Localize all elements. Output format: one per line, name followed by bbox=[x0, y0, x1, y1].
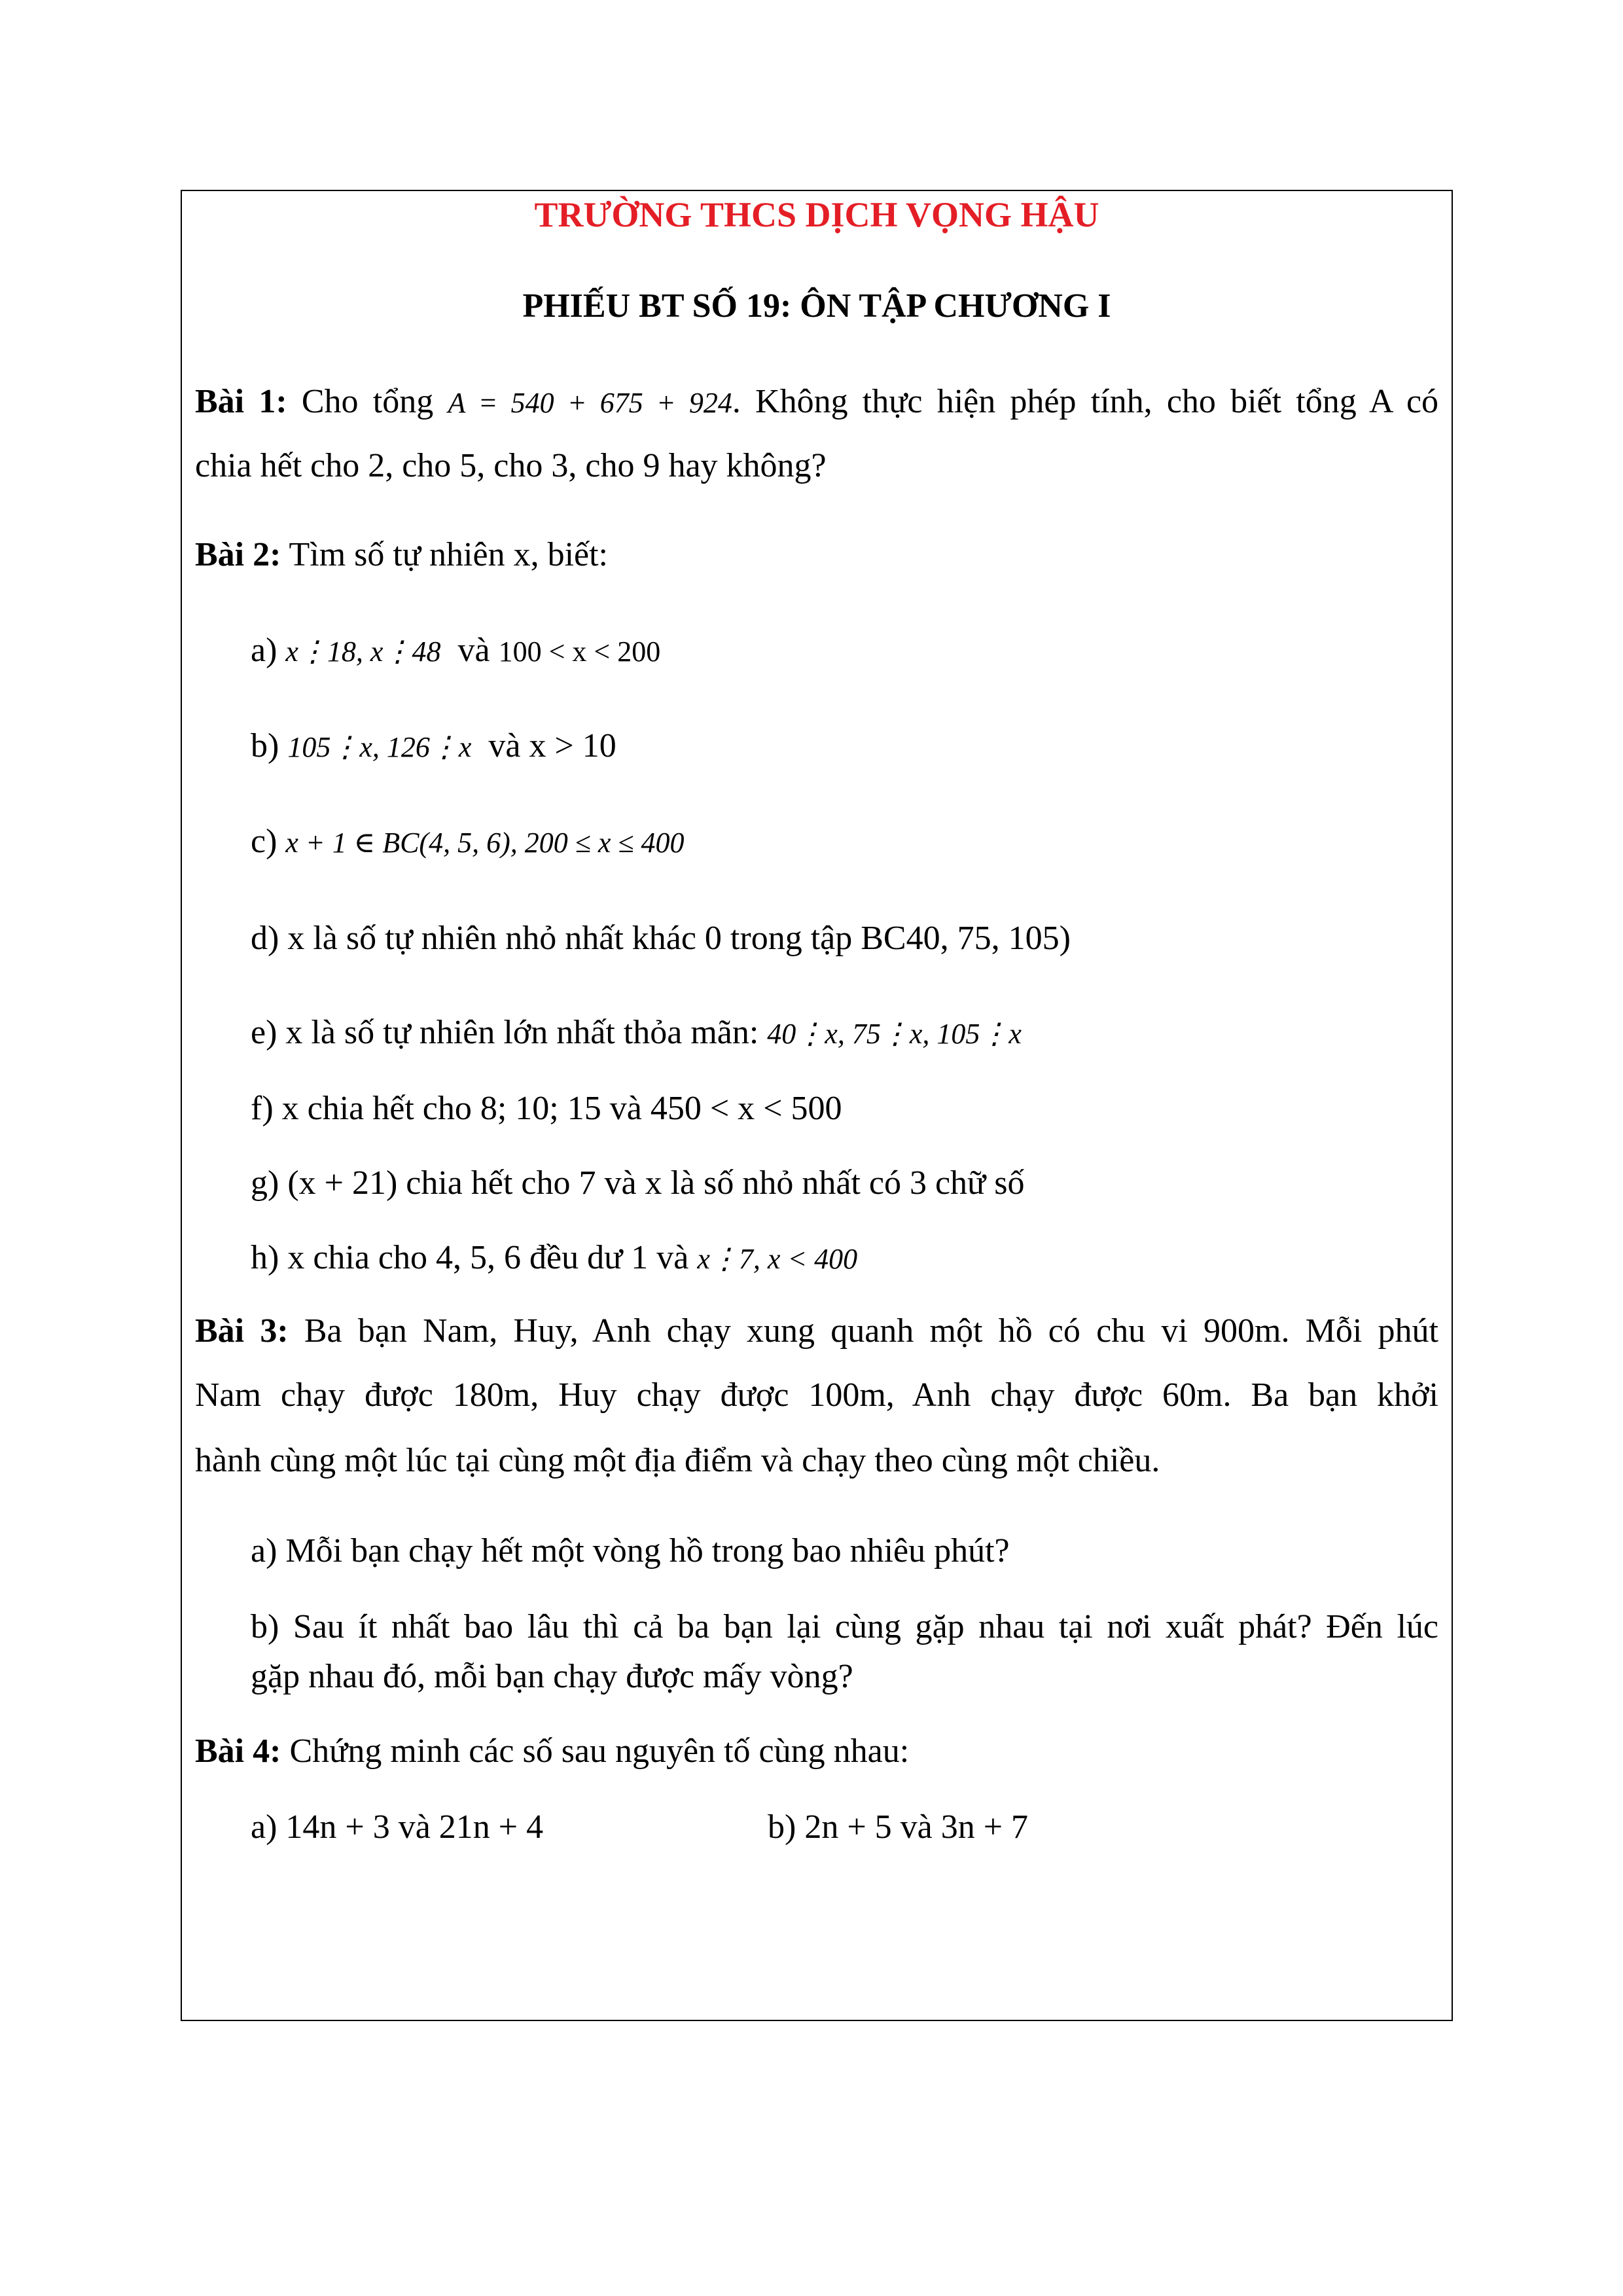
bai2-b-suffix: và x > 10 bbox=[488, 727, 616, 764]
bai2-item-c bbox=[251, 822, 685, 863]
bai1-line1 bbox=[195, 382, 1438, 423]
bai2-b-prefix: b) bbox=[251, 727, 279, 764]
worksheet-frame bbox=[181, 190, 1453, 2021]
bai2-a-expr: x⋮18, x⋮48 bbox=[285, 636, 441, 668]
bai2-intro-line bbox=[195, 535, 608, 575]
bai2-item-f: f) x chia hết cho 8; 10; 15 và 450 < x < 500 bbox=[251, 1090, 842, 1127]
bai2-item-a bbox=[251, 631, 660, 672]
bai1-formula: A = 540 + 675 + 924 bbox=[448, 387, 732, 419]
bai3-item-a: a) Mỗi bạn chạy hết một vòng hồ trong bao nhiêu phút? bbox=[251, 1532, 1010, 1570]
bai2-h-expr: x⋮7, x < 400 bbox=[697, 1243, 858, 1275]
bai4-intro: Chứng minh các số sau nguyên tố cùng nhau: bbox=[289, 1732, 910, 1770]
bai2-a-cond: 100 < x < 200 bbox=[498, 636, 661, 668]
bai2-a-mid: và bbox=[457, 632, 490, 669]
bai2-e-text: e) x là số tự nhiên lớn nhất thỏa mãn: bbox=[251, 1014, 759, 1051]
bai2-e-expr: 40⋮x, 75⋮x, 105⋮x bbox=[767, 1018, 1022, 1050]
bai3-label: Bài 3: bbox=[195, 1312, 289, 1350]
bai2-intro: Tìm số tự nhiên x, biết: bbox=[289, 536, 608, 573]
school-name: TRƯỜNG THCS DỊCH VỌNG HẬU bbox=[534, 195, 1099, 234]
bai1-label: Bài 1: bbox=[195, 383, 287, 420]
bai3-item-b-line1: b) Sau ít nhất bao lâu thì cả ba bạn lại cùng gặp nhau tại nơi xuất phát? Đến lúc bbox=[251, 1608, 1438, 1645]
bai1-line2: chia hết cho 2, cho 5, cho 3, cho 9 hay không? bbox=[195, 447, 827, 484]
bai2-item-h bbox=[251, 1238, 857, 1279]
bai2-h-text: h) x chia cho 4, 5, 6 đều dư 1 và bbox=[251, 1239, 689, 1276]
bai2-label: Bài 2: bbox=[195, 536, 281, 573]
bai2-c-expr: x + 1 ∈ BC(4, 5, 6), 200 ≤ x ≤ 400 bbox=[285, 827, 685, 859]
bai2-a-prefix: a) bbox=[251, 632, 277, 669]
bai1-text-before: Cho tổng bbox=[301, 383, 434, 420]
bai3-line3: hành cùng một lúc tại cùng một địa điểm và chạy theo cùng một chiều. bbox=[195, 1442, 1160, 1479]
bai3-line1-text: Ba bạn Nam, Huy, Anh chạy xung quanh một hồ có chu vi 900m. Mỗi phút bbox=[304, 1312, 1438, 1350]
bai2-item-g: g) (x + 21) chia hết cho 7 và x là số nhỏ nhất có 3 chữ số bbox=[251, 1164, 1025, 1202]
bai3-item-b-line2: gặp nhau đó, mỗi bạn chạy được mấy vòng? bbox=[251, 1658, 853, 1695]
bai2-item-e bbox=[251, 1013, 1022, 1054]
worksheet-title: PHIẾU BT SỐ 19: ÔN TẬP CHƯƠNG I bbox=[522, 287, 1111, 325]
bai4-intro-line bbox=[195, 1732, 909, 1771]
bai4-label: Bài 4: bbox=[195, 1732, 281, 1770]
bai2-item-b bbox=[251, 726, 616, 767]
bai3-line2: Nam chạy được 180m, Huy chạy được 100m, Anh chạy được 60m. Ba bạn khởi bbox=[195, 1376, 1438, 1414]
bai2-c-prefix: c) bbox=[251, 823, 277, 860]
bai2-b-expr: 105⋮x, 126⋮x bbox=[287, 731, 472, 763]
bai4-item-a: a) 14n + 3 và 21n + 4 bbox=[251, 1808, 544, 1846]
bai2-item-d: d) x là số tự nhiên nhỏ nhất khác 0 trong tập BC40, 75, 105) bbox=[251, 920, 1071, 957]
bai1-text-after: . Không thực hiện phép tính, cho biết tổng A có bbox=[732, 383, 1439, 420]
bai3-line1 bbox=[195, 1312, 1438, 1351]
bai4-item-b: b) 2n + 5 và 3n + 7 bbox=[768, 1808, 1029, 1846]
